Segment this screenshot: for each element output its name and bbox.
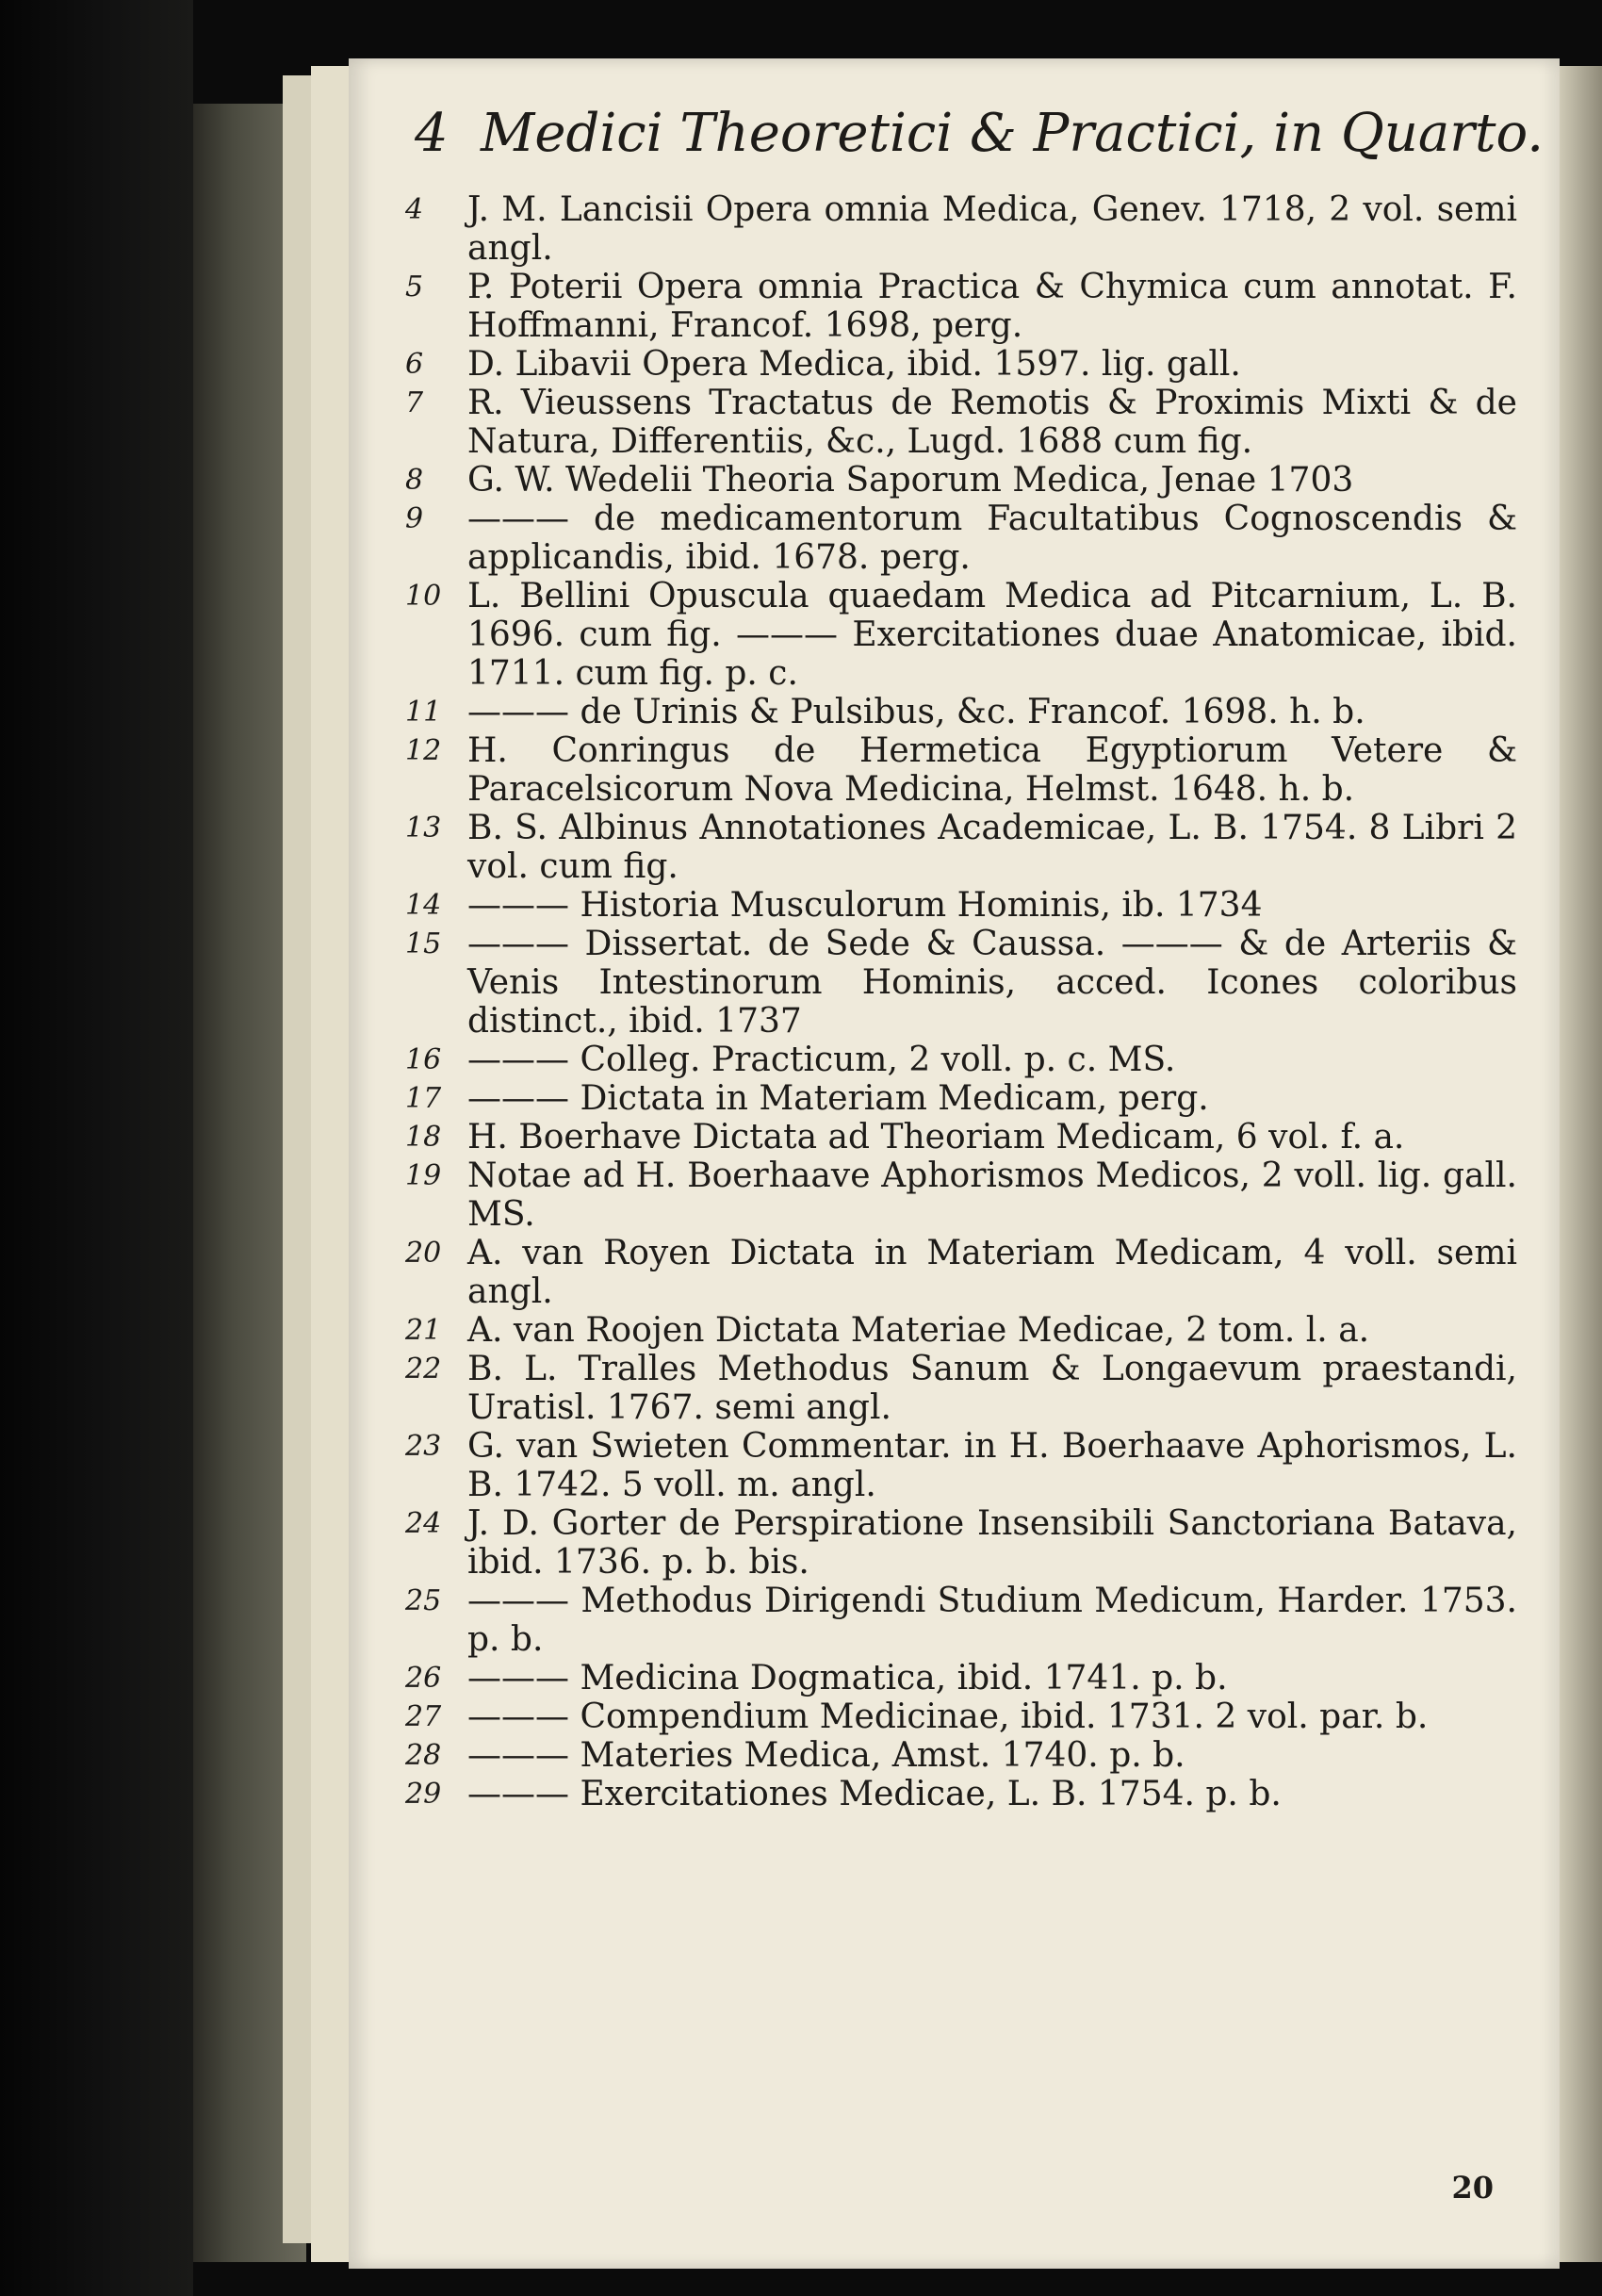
- list-item: [405, 693, 1517, 731]
- entry-number: 15: [405, 927, 442, 960]
- list-item: [405, 731, 1517, 809]
- list-item: [405, 1582, 1517, 1659]
- entry-text: ——— de medicamentorum Facultatibus Cognoscendis & applicandis, ibid. 1678. perg.: [467, 500, 1517, 577]
- entry-number: 9: [405, 502, 424, 535]
- entry-text: L. Bellini Opuscula quaedam Medica ad Pitcarnium, L. B. 1696. cum fig. ——— Exercitationes duae Anatomicae, ibid. 1711. cum fig. p. c.: [467, 577, 1517, 693]
- list-item: [405, 268, 1517, 345]
- list-item: [405, 577, 1517, 693]
- list-item: [405, 1156, 1517, 1234]
- entry-text: ——— Colleg. Practicum, 2 voll. p. c. MS.: [467, 1041, 1176, 1079]
- entry-text: D. Libavii Opera Medica, ibid. 1597. lig. gall.: [467, 345, 1241, 384]
- entry-number: 24: [405, 1507, 442, 1540]
- list-item: [405, 886, 1517, 925]
- list-item: [405, 1736, 1517, 1775]
- catalogue-page: [349, 58, 1560, 2269]
- list-item: [405, 925, 1517, 1041]
- entry-number: 23: [405, 1430, 442, 1463]
- entry-text: ——— Materies Medica, Amst. 1740. p. b.: [467, 1736, 1185, 1775]
- entry-text: ——— Compendium Medicinae, ibid. 1731. 2 vol. par. b.: [467, 1697, 1429, 1736]
- entry-text: G. van Swieten Commentar. in H. Boerhaave Aphorismos, L. B. 1742. 5 voll. m. angl.: [467, 1427, 1517, 1504]
- right-page-edge: [1560, 66, 1602, 2262]
- entry-number: 8: [405, 464, 424, 497]
- entry-number: 16: [405, 1043, 442, 1076]
- entry-text: ——— Methodus Dirigendi Studium Medicum, Harder. 1753. p. b.: [467, 1582, 1517, 1659]
- catchword: 20: [1451, 2170, 1494, 2206]
- list-item: [405, 1697, 1517, 1736]
- entry-text: P. Poterii Opera omnia Practica & Chymica cum annotat. F. Hoffmanni, Francof. 1698, perg.: [467, 268, 1517, 345]
- list-item: [405, 1234, 1517, 1311]
- list-item: [405, 461, 1517, 500]
- entry-text: H. Conringus de Hermetica Egyptiorum Vetere & Paracelsicorum Nova Medicina, Helmst. 1648. h. b.: [467, 731, 1517, 809]
- list-item: [405, 190, 1517, 268]
- entry-number: 14: [405, 889, 442, 922]
- entry-number: 28: [405, 1739, 442, 1772]
- entry-number: 27: [405, 1700, 442, 1733]
- entry-text: ——— de Urinis & Pulsibus, &c. Francof. 1698. h. b.: [467, 693, 1365, 731]
- running-head: [415, 96, 1545, 172]
- list-item: [405, 1079, 1517, 1118]
- entry-number: 11: [405, 696, 442, 729]
- entry-list: [405, 190, 1517, 1813]
- entry-text: ——— Exercitationes Medicae, L. B. 1754. p. b.: [467, 1775, 1282, 1813]
- running-head-title: Medici Theoretici & Practici, in Quarto.: [481, 103, 1545, 164]
- list-item: [405, 1659, 1517, 1697]
- entry-number: 10: [405, 580, 442, 613]
- book-binding: [0, 0, 193, 2296]
- entry-text: A. van Royen Dictata in Materiam Medicam, 4 voll. semi angl.: [467, 1234, 1517, 1311]
- entry-number: 18: [405, 1121, 442, 1154]
- entry-number: 25: [405, 1584, 442, 1617]
- list-item: [405, 1311, 1517, 1350]
- entry-text: J. D. Gorter de Perspiratione Insensibili Sanctoriana Batava, ibid. 1736. p. b. bis.: [467, 1504, 1517, 1582]
- entry-text: H. Boerhave Dictata ad Theoriam Medicam, 6 vol. f. a.: [467, 1118, 1405, 1156]
- entry-text: Notae ad H. Boerhaave Aphorismos Medicos, 2 voll. lig. gall. MS.: [467, 1156, 1517, 1234]
- entry-text: ——— Dictata in Materiam Medicam, perg.: [467, 1079, 1209, 1118]
- entry-text: ——— Historia Musculorum Hominis, ib. 1734: [467, 886, 1263, 925]
- entry-number: 20: [405, 1237, 442, 1270]
- list-item: [405, 1350, 1517, 1427]
- entry-number: 21: [405, 1314, 442, 1347]
- list-item: [405, 809, 1517, 886]
- list-item: [405, 1775, 1517, 1813]
- entry-text: R. Vieussens Tractatus de Remotis & Proximis Mixti & de Natura, Differentiis, &c., Lugd. 1688 cum fig.: [467, 384, 1517, 461]
- list-item: [405, 345, 1517, 384]
- entry-number: 29: [405, 1778, 442, 1811]
- entry-number: 7: [405, 386, 424, 419]
- entry-number: 6: [405, 348, 424, 381]
- entry-number: 22: [405, 1353, 442, 1386]
- list-item: [405, 1118, 1517, 1156]
- page-number: 4: [415, 103, 449, 164]
- list-item: [405, 1041, 1517, 1079]
- entry-number: 5: [405, 271, 424, 303]
- entry-number: 12: [405, 734, 442, 767]
- list-item: [405, 500, 1517, 577]
- entry-number: 26: [405, 1662, 442, 1695]
- list-item: [405, 1427, 1517, 1504]
- list-item: [405, 1504, 1517, 1582]
- entry-number: 4: [405, 193, 424, 226]
- entry-number: 13: [405, 812, 442, 845]
- entry-text: G. W. Wedelii Theoria Saporum Medica, Jenae 1703: [467, 461, 1354, 500]
- entry-text: ——— Medicina Dogmatica, ibid. 1741. p. b.: [467, 1659, 1228, 1697]
- list-item: [405, 384, 1517, 461]
- entry-number: 17: [405, 1082, 442, 1115]
- entry-text: ——— Dissertat. de Sede & Caussa. ——— & de Arteriis & Venis Intestinorum Hominis, acced. Icones coloribus distinct., ibid. 1737: [467, 925, 1517, 1041]
- entry-text: B. L. Tralles Methodus Sanum & Longaevum praestandi, Uratisl. 1767. semi angl.: [467, 1350, 1517, 1427]
- entry-number: 19: [405, 1159, 442, 1192]
- entry-text: B. S. Albinus Annotationes Academicae, L. B. 1754. 8 Libri 2 vol. cum fig.: [467, 809, 1517, 886]
- entry-text: A. van Roojen Dictata Materiae Medicae, 2 tom. l. a.: [467, 1311, 1370, 1350]
- entry-text: J. M. Lancisii Opera omnia Medica, Genev. 1718, 2 vol. semi angl.: [467, 190, 1517, 268]
